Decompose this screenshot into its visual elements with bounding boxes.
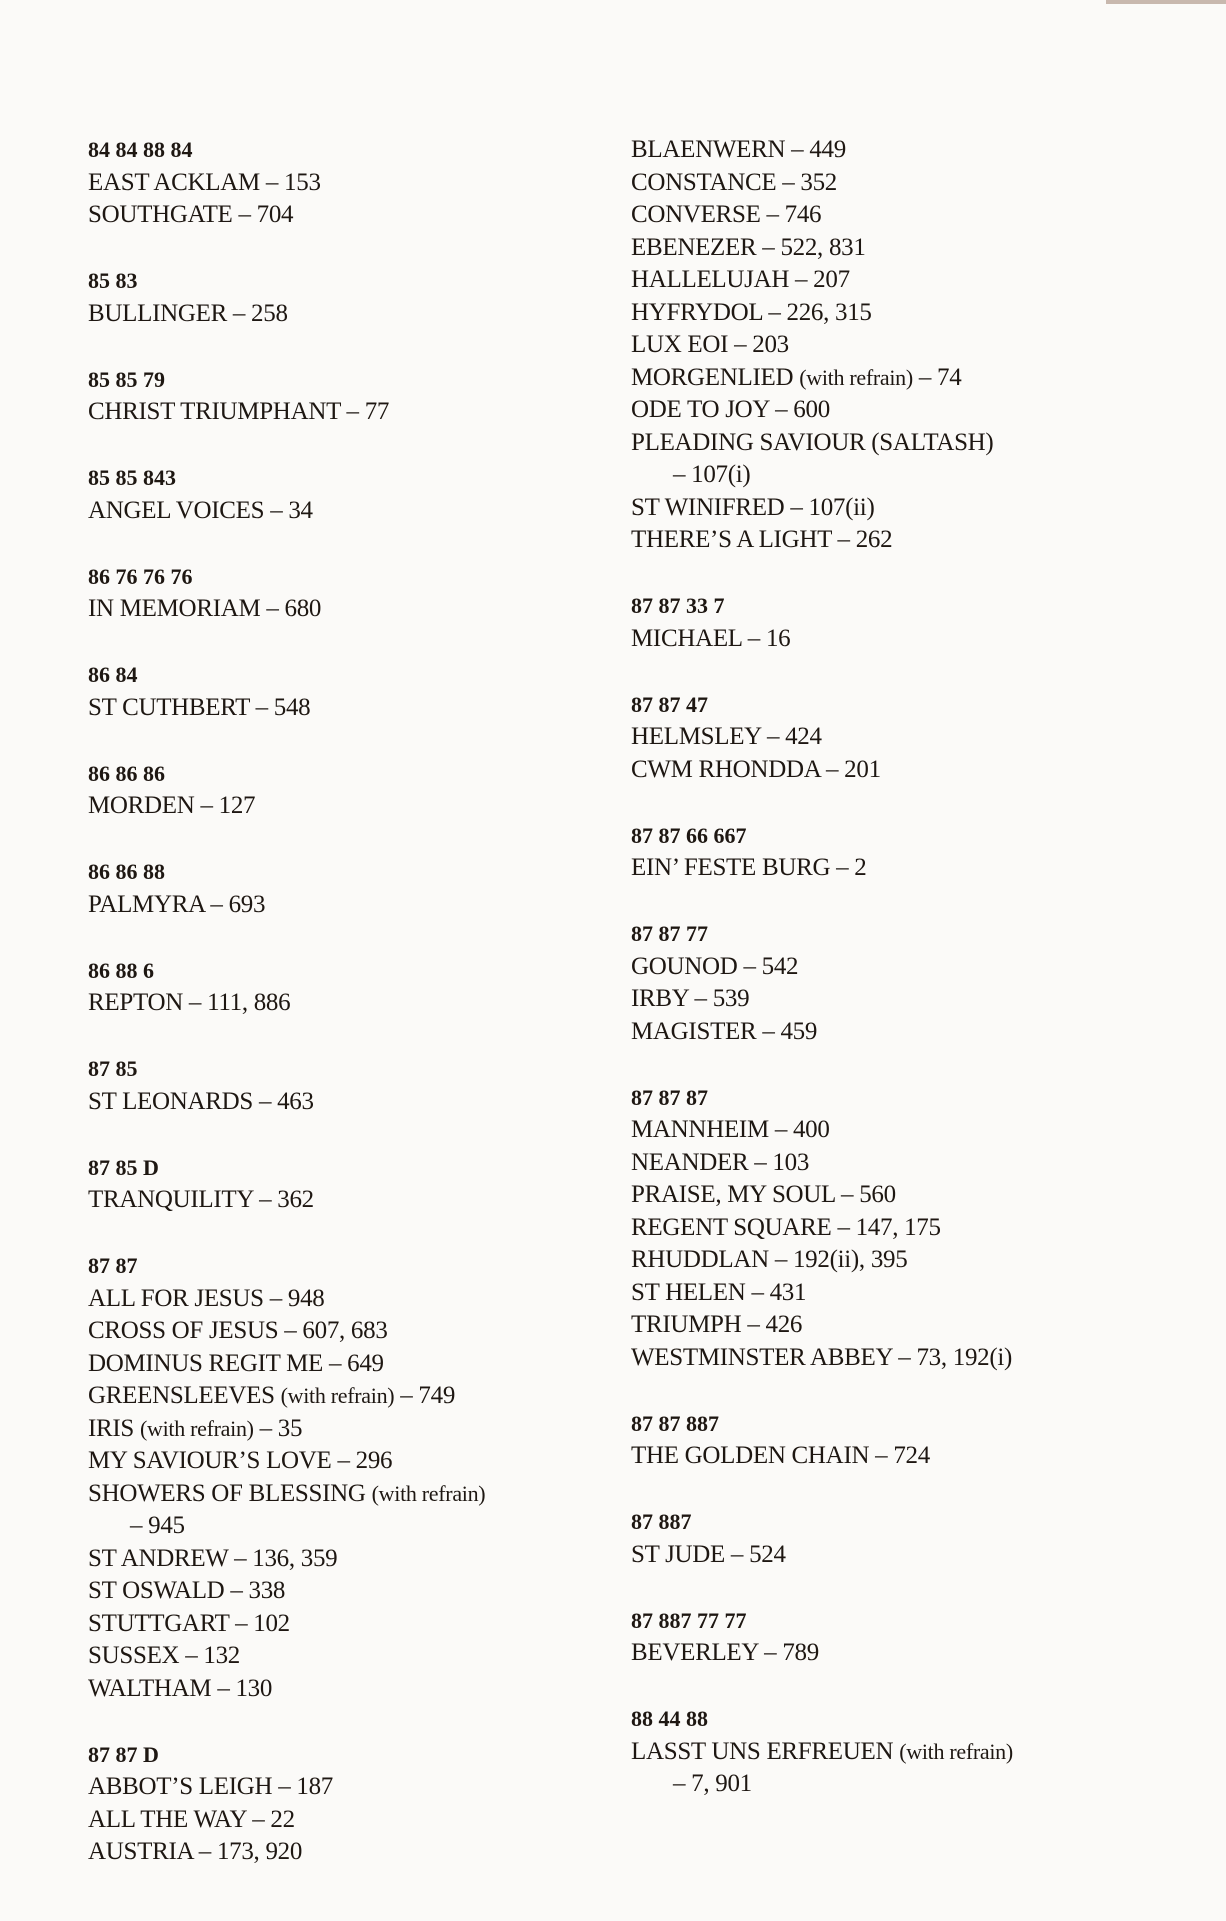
meter-group <box>88 659 608 724</box>
tune-entry: ST OSWALD – 338 <box>88 1577 286 1604</box>
index-column-right <box>631 134 1191 1834</box>
meter-heading: 87 87 66 667 <box>631 822 747 848</box>
meter-heading: 85 85 79 <box>88 366 165 392</box>
tune-entry: LUX EOI – 203 <box>631 331 789 358</box>
tune-entry: AUSTRIA – 173, 920 <box>88 1838 303 1865</box>
meter-heading: 87 87 47 <box>631 691 708 717</box>
tune-entry: CONVERSE – 746 <box>631 201 822 228</box>
meter-group <box>631 1703 1191 1801</box>
meter-heading: 87 87 87 <box>631 1084 708 1110</box>
tune-entry: THERE’S A LIGHT – 262 <box>631 526 893 553</box>
tune-entry: TRIUMPH – 426 <box>631 1311 803 1338</box>
tune-entry: CONSTANCE – 352 <box>631 168 838 196</box>
tune-entry: SUSSEX – 132 <box>88 1642 240 1669</box>
meter-group <box>88 561 608 626</box>
hymn-numbers: – 749 <box>400 1382 456 1409</box>
tune-entry: BEVERLEY – 789 <box>631 1639 819 1666</box>
meter-group <box>631 134 1191 557</box>
tune-entry: ST LEONARDS – 463 <box>88 1087 314 1115</box>
tune-entry: EAST ACKLAM – 153 <box>88 168 321 196</box>
meter-group <box>631 1408 1191 1473</box>
tune-entry: HYFRYDOL – 226, 315 <box>631 298 872 326</box>
tune-entry: DOMINUS REGIT ME – 649 <box>88 1349 384 1377</box>
tune-entry <box>88 1413 608 1446</box>
tune-entry: MORDEN – 127 <box>88 792 256 819</box>
meter-group <box>631 590 1191 655</box>
tune-entry: WALTHAM – 130 <box>88 1674 273 1702</box>
meter-group <box>88 955 608 1020</box>
tune-entry: CHRIST TRIUMPHANT – 77 <box>88 398 390 425</box>
tune-entry: ALL FOR JESUS – 948 <box>88 1284 325 1312</box>
tune-entry: REPTON – 111, 886 <box>88 989 291 1016</box>
meter-group <box>631 918 1191 1048</box>
tune-entry: ODE TO JOY – 600 <box>631 396 830 423</box>
tune-entry: HALLELUJAH – 207 <box>631 266 850 293</box>
tune-entry <box>88 1478 608 1511</box>
meter-group <box>631 1506 1191 1571</box>
tune-entry <box>88 1380 608 1413</box>
page-edge-rule <box>1106 0 1226 4</box>
tune-entry: RHUDDLAN – 192(ii), 395 <box>631 1246 908 1273</box>
tune-entry: ST HELEN – 431 <box>631 1278 807 1306</box>
tune-entry: MICHAEL – 16 <box>631 624 791 652</box>
meter-heading: 87 87 887 <box>631 1410 719 1436</box>
tune-entry: CROSS OF JESUS – 607, 683 <box>88 1317 388 1344</box>
meter-group <box>88 758 608 823</box>
meter-heading: 86 84 <box>88 662 138 687</box>
meter-heading: 85 85 843 <box>88 465 176 490</box>
tune-entry-continuation: – 945 <box>130 1512 185 1539</box>
hymn-numbers: – 74 <box>918 363 962 391</box>
tune-entry: PRAISE, MY SOUL – 560 <box>631 1181 896 1208</box>
meter-heading: 86 88 6 <box>88 957 154 983</box>
meter-group <box>88 856 608 921</box>
meter-group <box>88 462 608 527</box>
tune-name: IRIS <box>88 1414 135 1442</box>
meter-group <box>88 1250 608 1705</box>
tune-name: LASST UNS ERFREUEN <box>631 1737 894 1765</box>
meter-group <box>631 820 1191 885</box>
tune-entry: CWM RHONDDA – 201 <box>631 755 881 783</box>
tune-entry: IN MEMORIAM – 680 <box>88 595 322 622</box>
tune-entry: ST WINIFRED – 107(ii) <box>631 493 875 521</box>
refrain-note: (with refrain) <box>139 1415 254 1441</box>
tune-entry: BULLINGER – 258 <box>88 299 288 327</box>
meter-heading: 87 85 <box>88 1056 138 1081</box>
meter-heading: 87 887 <box>631 1509 692 1534</box>
tune-entry: BLAENWERN – 449 <box>631 136 846 163</box>
meter-heading: 88 44 88 <box>631 1706 708 1731</box>
tune-entry: ST CUTHBERT – 548 <box>88 693 311 721</box>
meter-heading: 85 83 <box>88 268 138 293</box>
meter-heading: 84 84 88 84 <box>88 137 193 162</box>
meter-group <box>631 689 1191 787</box>
tune-entry: STUTTGART – 102 <box>88 1609 290 1637</box>
tune-entry: MAGISTER – 459 <box>631 1017 818 1045</box>
tune-entry: ABBOT’S LEIGH – 187 <box>88 1773 333 1800</box>
tune-entry: ANGEL VOICES – 34 <box>88 496 313 524</box>
tune-entry-continuation: – 7, 901 <box>673 1770 752 1797</box>
tune-entry: PLEADING SAVIOUR (SALTASH) <box>631 428 994 456</box>
tune-entry: GOUNOD – 542 <box>631 952 799 980</box>
meter-group <box>88 1053 608 1118</box>
meter-heading: 87 87 D <box>88 1741 159 1767</box>
tune-entry: HELMSLEY – 424 <box>631 723 822 750</box>
tune-name: SHOWERS OF BLESSING <box>88 1479 366 1507</box>
meter-group <box>631 1605 1191 1670</box>
tune-entry: PALMYRA – 693 <box>88 890 266 918</box>
meter-group <box>88 1739 608 1869</box>
tune-entry <box>631 362 1191 395</box>
index-column-left <box>88 134 608 1902</box>
tune-name: GREENSLEEVES <box>88 1382 275 1409</box>
refrain-note: (with refrain) <box>371 1480 486 1506</box>
tune-entry: REGENT SQUARE – 147, 175 <box>631 1213 941 1241</box>
meter-heading: 87 887 77 77 <box>631 1607 747 1633</box>
refrain-note: (with refrain) <box>899 1738 1013 1764</box>
tune-entry: ST ANDREW – 136, 359 <box>88 1544 338 1572</box>
refrain-note: (with refrain) <box>799 364 913 390</box>
tune-entry: EIN’ FESTE BURG – 2 <box>631 854 867 881</box>
tune-entry: THE GOLDEN CHAIN – 724 <box>631 1442 930 1469</box>
tune-entry: SOUTHGATE – 704 <box>88 201 294 228</box>
tune-entry: ST JUDE – 524 <box>631 1540 786 1568</box>
meter-group <box>631 1082 1191 1375</box>
meter-heading: 86 86 86 <box>88 760 165 786</box>
meter-group <box>88 1152 608 1217</box>
tune-entry: TRANQUILITY – 362 <box>88 1186 314 1213</box>
tune-entry: IRBY – 539 <box>631 985 750 1012</box>
meter-heading: 87 87 <box>88 1253 138 1278</box>
meter-heading: 87 87 77 <box>631 921 708 946</box>
meter-heading: 87 87 33 7 <box>631 593 725 618</box>
tune-entry: NEANDER – 103 <box>631 1148 810 1176</box>
refrain-note: (with refrain) <box>280 1383 395 1408</box>
tune-entry: ALL THE WAY – 22 <box>88 1805 295 1833</box>
meter-group <box>88 265 608 330</box>
hymn-numbers: – 35 <box>259 1414 303 1442</box>
meter-heading: 86 86 88 <box>88 859 165 884</box>
tune-entry: WESTMINSTER ABBEY – 73, 192(i) <box>631 1343 1013 1371</box>
meter-heading: 86 76 76 76 <box>88 563 193 589</box>
meter-heading: 87 85 D <box>88 1154 159 1180</box>
tune-entry: MANNHEIM – 400 <box>631 1116 830 1143</box>
tune-entry <box>631 1736 1191 1769</box>
tune-entry: MY SAVIOUR’S LOVE – 296 <box>88 1447 393 1474</box>
tune-entry: EBENEZER – 522, 831 <box>631 233 866 261</box>
meter-group <box>88 364 608 429</box>
tune-entry-continuation: – 107(i) <box>673 461 751 488</box>
meter-group <box>88 134 608 232</box>
tune-name: MORGENLIED <box>631 363 794 391</box>
